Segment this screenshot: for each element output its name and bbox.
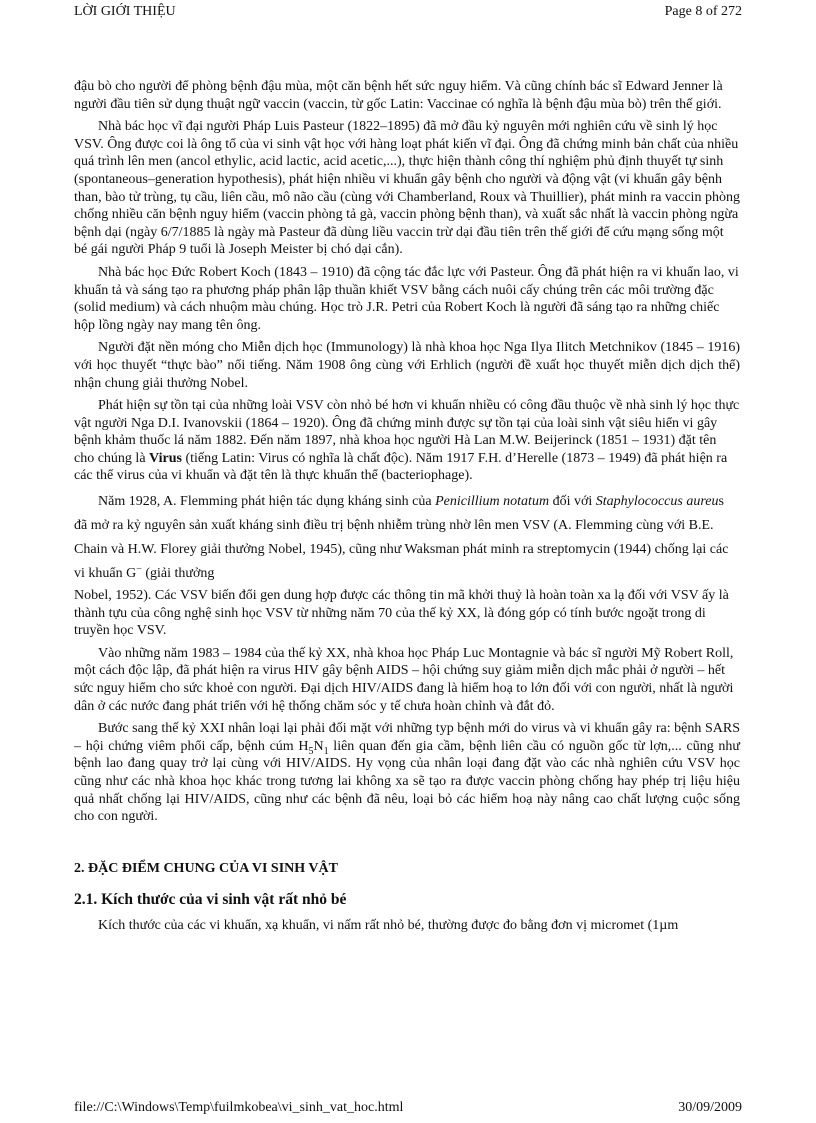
text-run: N — [313, 738, 324, 754]
paragraph: Người đặt nền móng cho Miễn dịch học (Immunology) là nhà khoa học Nga Ilya Ilitch Metchnikov (1845 – 1916) với học thuyết “thực bào” nổi tiếng. Năm 1908 ông cùng với Erhlich (người đề xuất học thuyết miễn dịch dịch thể) nhận chung giải thưởng Nobel. — [74, 340, 740, 391]
page-footer — [74, 1098, 742, 1118]
text-run: đối với — [549, 494, 596, 510]
text-run: s đã mở ra kỷ nguyên sản xuất kháng sinh điều trị bệnh nhiễm trùng nhờ lên men VSV (A. Flemming cùng với B.E. Chain và H.W. Florey giải thưởng Nobel, 1945), cũng như Waksman phát minh ra streptomycin (1944) chống lại các vi khuẩn G — [74, 494, 729, 582]
page-number: Page 8 of 272 — [664, 4, 742, 19]
paragraph — [74, 490, 740, 586]
text-run: (tiếng Latin: Virus có nghĩa là chất độc). Năm 1917 F.H. d’Herelle (1873 – 1949) đã phát hiện ra các thể virus của vi khuẩn và đặt tên là thực khuẩn thể (bacteriophage). — [74, 450, 728, 484]
superscript: − — [136, 563, 142, 575]
header-title: LỜI GIỚI THIỆU — [74, 4, 176, 19]
page-header — [74, 2, 742, 22]
paragraph: đậu bò cho người để phòng bệnh đậu mùa, một căn bệnh hết sức nguy hiểm. Và cũng chính bác sĩ Edward Jenner là người đầu tiên sử dụng thuật ngữ vaccin (vaccin, từ gốc Latin: Vaccinae có nghĩa là bệnh đậu mùa bò) trên thế giới. — [74, 79, 723, 112]
print-date: 30/09/2009 — [678, 1100, 742, 1115]
text-run: Bước sang thế kỷ XXI nhân loại lại phải đối mặt với những typ bệnh mới do virus và vi khuẩn gây ra: bệnh SARS – hội chứng viêm phổi cấp, bệnh cúm H — [74, 721, 740, 754]
italic-term: Staphylococcus aureu — [595, 494, 719, 510]
text-run: (giải thưởng — [141, 566, 215, 582]
text-run: Phát hiện sự tồn tại của những loài VSV còn nhỏ bé hơn vi khuẩn nhiều có công đầu thuộc về nhà sinh lý học thực vật người Nga D.I. Ivanovskii (1864 – 1920). Ông đã chứng minh được sự tồn tại của loài sinh vật siêu hiển vi gây bệnh khảm thuốc lá năm 1882. Đến năm 1897, nhà khoa học người Hà Lan M.W. Beijerinck (1851 – 1931) đặt tên cho chúng là — [74, 398, 740, 466]
text-run: Năm 1928, A. Flemming phát hiện tác dụng kháng sinh của — [98, 494, 436, 510]
paragraph: Vào những năm 1983 – 1984 của thế kỷ XX, nhà khoa học Pháp Luc Montagnie và bác sĩ người Mỹ Robert Roll, một cách độc lập, đã phát hiện ra virus HIV gây bệnh AIDS – hội chứng suy giảm miễn dịch mắc phải ở người – hết sức nguy hiểm cho sức khoẻ con người. Đại dịch HIV/AIDS đang là hiểm hoạ to lớn đối với con người, nhất là người dân ở các nước đang phát triển với hệ thống chăm sóc y tế chưa hoàn chỉnh và đắt đỏ. — [74, 645, 734, 714]
italic-term: Penicillium notatum — [435, 494, 550, 510]
document-body — [74, 78, 740, 939]
paragraph: Nhà bác học vĩ đại người Pháp Luis Pasteur (1822–1895) đã mở đầu kỷ nguyên mới nghiên cứu về sinh lý học VSV. Ông được coi là ông tổ của vi sinh vật học với hàng loạt phát kiến vĩ đại. Ông đã chứng minh bản chất của nhiều quá trình lên men (ancol ethylic, acid lactic, acid acetic,...), thực hiện thành công thí nghiệm phủ định thuyết tự sinh (spontaneous–generation hypothesis), phát hiện nhiều vi khuẩn gây bệnh cho người và động vật (vi khuẩn gây bệnh than, bào tử trùng, tụ cầu, liên cầu, mô não cầu (cùng với Chamberland, Roux và Thuillier), phát minh ra vaccin phòng chống nhiều căn bệnh nguy hiểm (vaccin phòng tả gà, vaccin phòng bệnh than), và xuất sắc nhất là vaccin phòng ngừa bệnh dại (ngày 6/7/1885 là ngày mà Pasteur đã dùng liều vaccin trừ dại đầu tiên trên thế giới để cứu mạng sống một bé gái người Pháp 9 tuổi là Joseph Meister bị chó dại cắn). — [74, 119, 740, 258]
paragraph — [74, 397, 740, 485]
text-run: liên quan đến gia cầm, bệnh liên cầu có nguồn gốc từ lợn,... cũng như bệnh lao đang quay trở lại cùng với HIV/AIDS. Hy vọng của nhân loại đang đặt vào các nhà nghiên cứu VSV học cũng như các nhà khoa học khác trong tương lai không xa sẽ tạo ra được vaccin phòng chống hay phép trị liệu hiệu quả nhất chống lại HIV/AIDS, cũng như các bệnh đã nêu, loại bỏ các hiểm hoạ này nâng cao chất lượng cuộc sống cho con người. — [74, 738, 740, 825]
section-heading: 2. ĐẶC ĐIỂM CHUNG CỦA VI SINH VẬT — [74, 860, 338, 876]
bold-term: Virus — [149, 450, 182, 466]
subscript: 1 — [323, 745, 329, 757]
paragraph: Nhà bác học Đức Robert Koch (1843 – 1910) đã cộng tác đắc lực với Pasteur. Ông đã phát hiện ra vi khuẩn lao, vi khuẩn tả và sáng tạo ra phương pháp phân lập thuần khiết VSV bằng cách nuôi cấy chúng trên các môi trường đặc (solid medium) và cách nhuộm màu chúng. Học trò J.R. Petri của Robert Koch là người đã sáng tạo ra những chiếc hộp lồng ngày nay mang tên ông. — [74, 264, 739, 333]
subscript: 5 — [308, 745, 314, 757]
paragraph: Kích thước của các vi khuẩn, xạ khuẩn, vi nấm rất nhỏ bé, thường được đo bằng đơn vị micromet (1µm — [98, 917, 679, 933]
subsection-heading: 2.1. Kích thước của vi sinh vật rất nhỏ bé — [74, 890, 347, 908]
paragraph — [74, 720, 740, 826]
file-path: file://C:\Windows\Temp\fuilmkobea\vi_sinh_vat_hoc.html — [74, 1100, 404, 1115]
paragraph: Nobel, 1952). Các VSV biến đổi gen dung hợp được các thông tin mã khởi thuỷ là hoàn toàn xa lạ đối với VSV ấy là thành tựu của công nghệ sinh học VSV từ những năm 70 của thế kỷ XX, là đóng góp có tính bước ngoặt trong di truyền học VSV. — [74, 588, 729, 639]
